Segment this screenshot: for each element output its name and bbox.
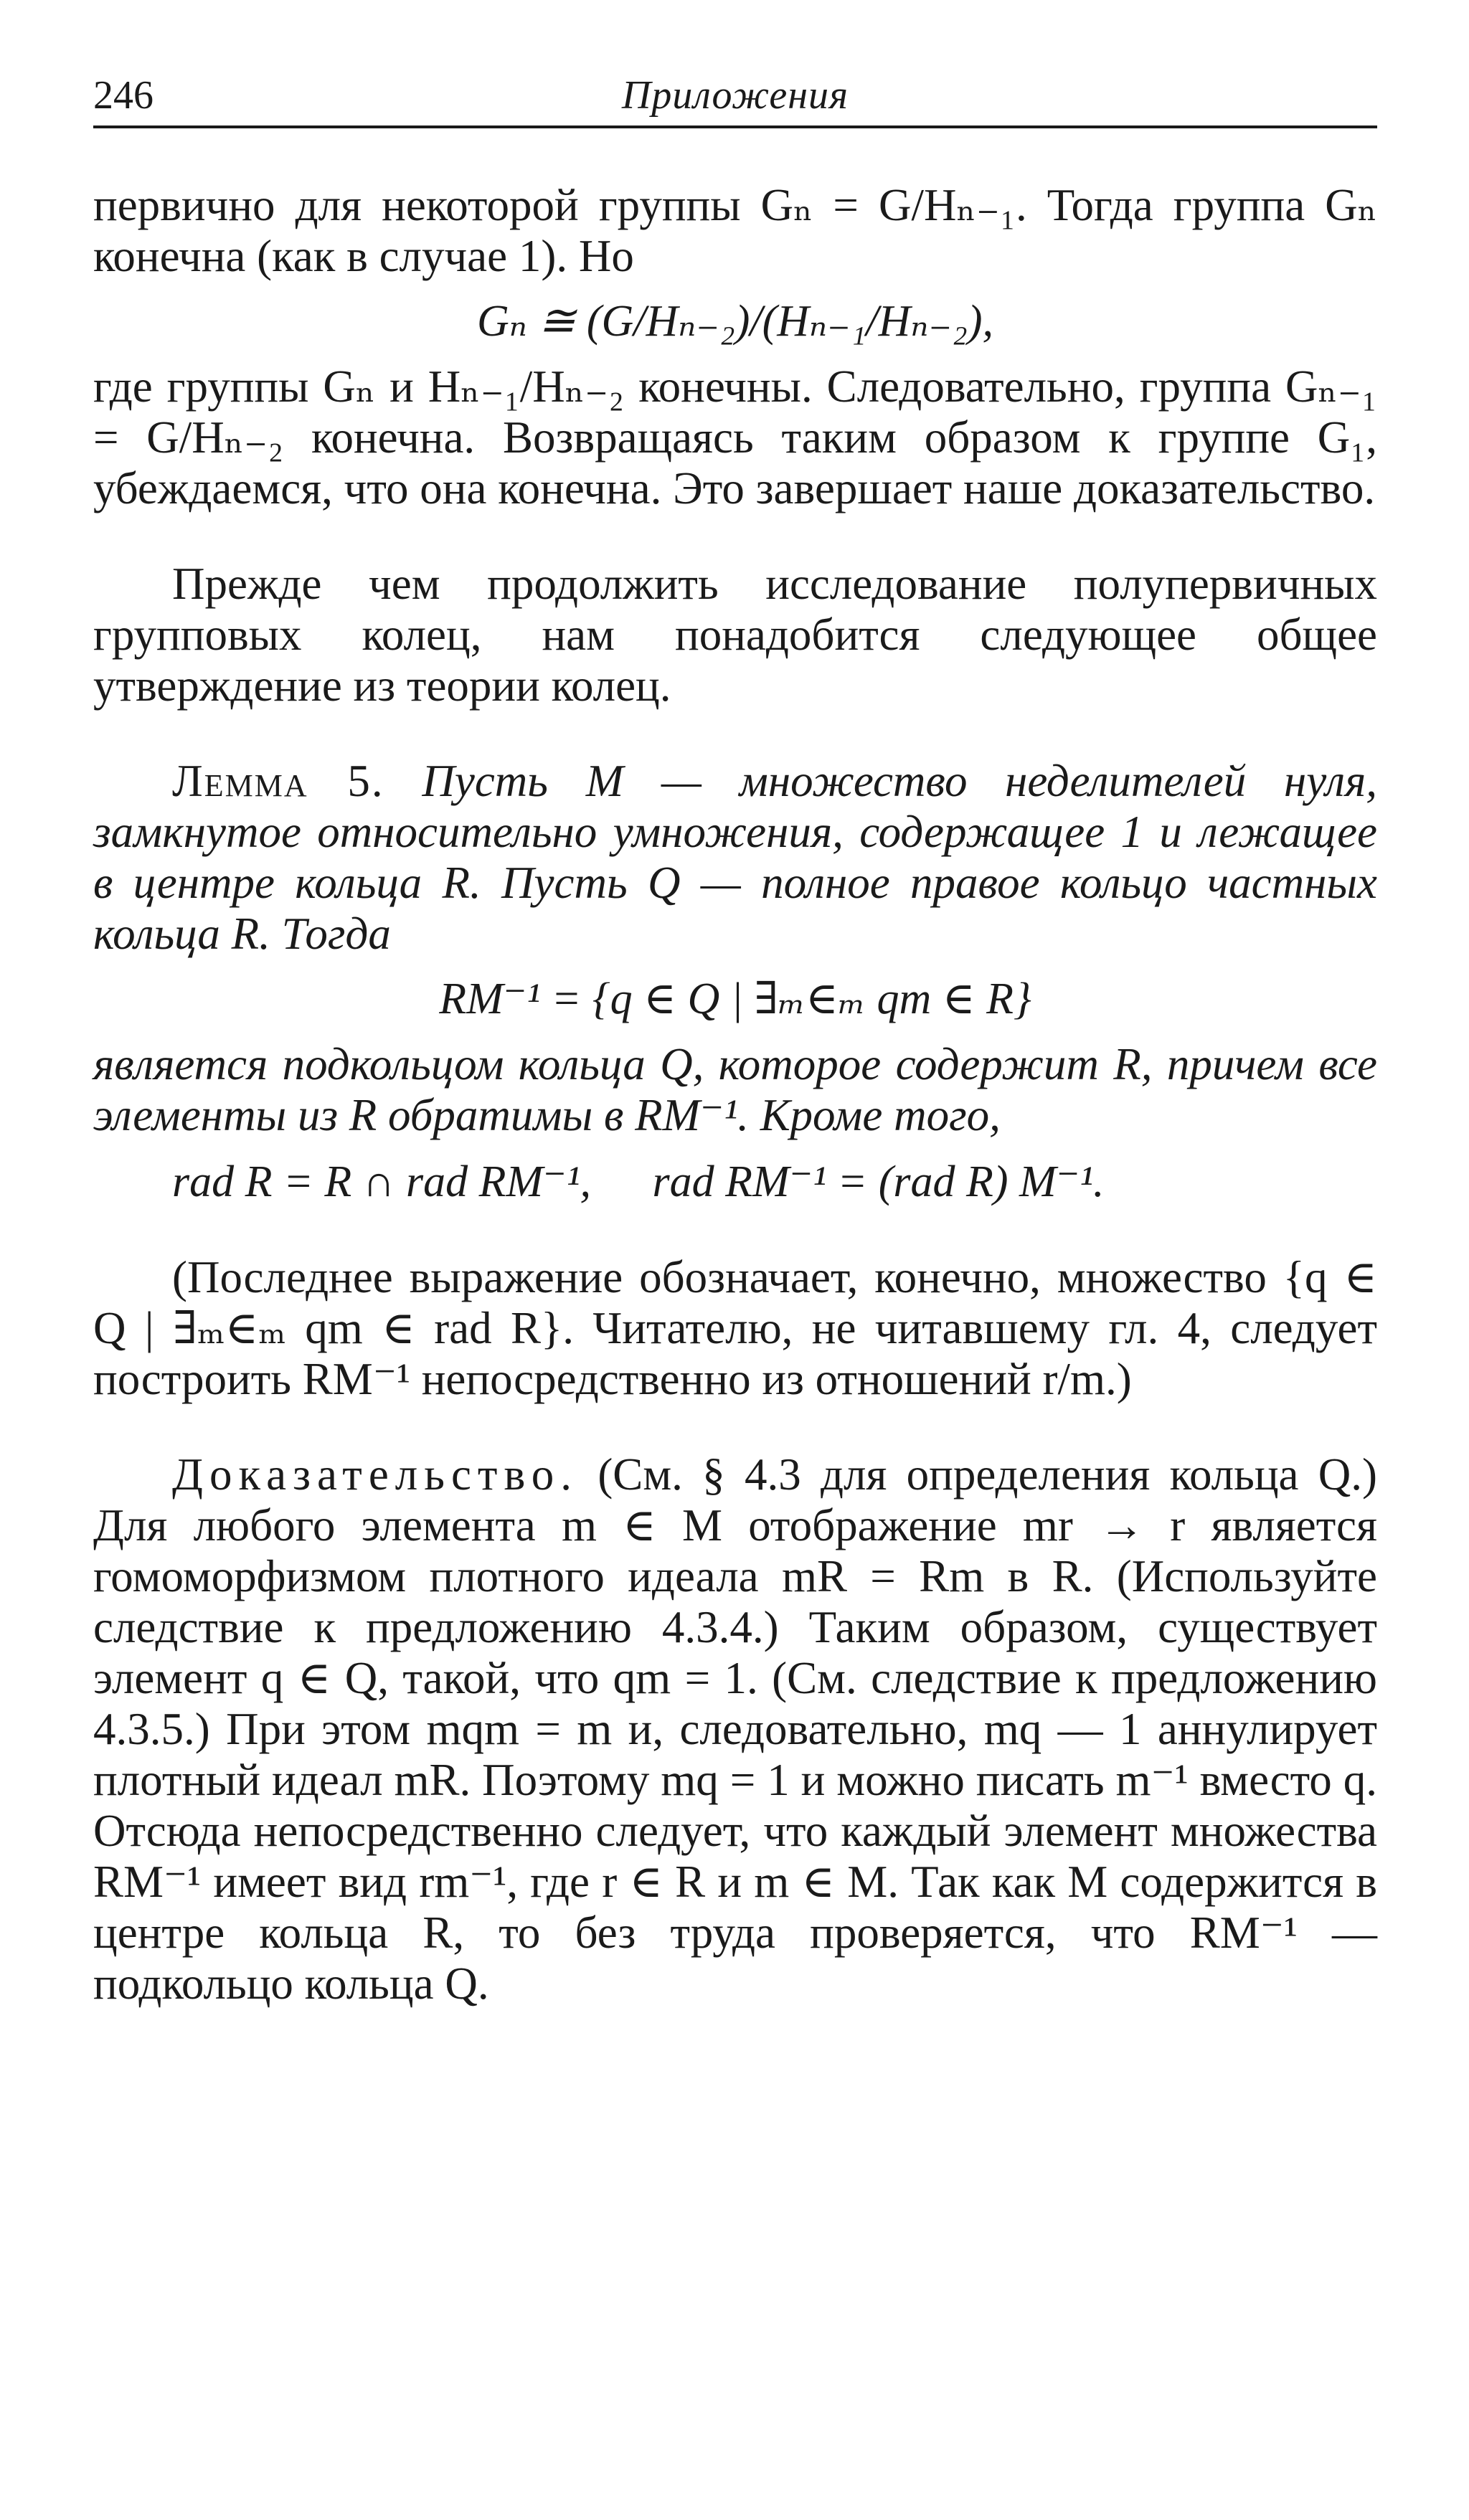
formula-radical [93, 1157, 1377, 1208]
formula-localization: RM⁻¹ = {q ∈ Q | ∃ₘ∈ₘ qm ∈ R} [439, 975, 1031, 1023]
page-number: 246 [93, 73, 153, 118]
lemma-statement [93, 756, 1377, 960]
lemma-continuation: является подкольцом кольца Q, которое содержит R, причем все элементы из R обратимы в RM⁻¹. Кроме того, [93, 1039, 1377, 1140]
page-header [93, 68, 1377, 128]
book-page [93, 68, 1377, 2009]
proof-paragraph [93, 1449, 1377, 2009]
formula-radical-second: rad RM⁻¹ = (rad R) M⁻¹. [652, 1157, 1105, 1206]
formula-radical-first: rad R = R ∩ rad RM⁻¹, [172, 1157, 591, 1206]
formula-isomorphism: Gₙ ≅ (G/Hₙ₋₂)/(Hₙ₋₁/Hₙ₋₂), [477, 297, 993, 346]
paragraph-conclusion: где группы Gₙ и Hₙ₋₁/Hₙ₋₂ конечны. Следовательно, группа Gₙ₋₁ = G/Hₙ₋₂ конечна. Возвращаясь таким образом к группе G₁, убеждаемся, что она конечна. Это завершает наше доказательство. [93, 361, 1377, 513]
proof-label: Доказательство. [172, 1449, 579, 1500]
paragraph-continuation: первично для некоторой группы Gₙ = G/Hₙ₋₁. Тогда группа Gₙ конечна (как в случае 1). Но [93, 180, 1377, 281]
proof-text: (См. § 4.3 для определения кольца Q.) Для любого элемента m ∈ M отображение mr → r является гомоморфизмом плотного идеала mR = Rm в R. (Используйте следствие к предложению 4.3.4.) Таким образом, существует элемент q ∈ Q, такой, что qm = 1. (См. следствие к предложению 4.3.5.) При этом mqm = m и, следовательно, mq — 1 аннулирует плотный идеал mR. Поэтому mq = 1 и можно писать m⁻¹ вместо q. Отсюда непосредственно следует, что каждый элемент множества RM⁻¹ имеет вид rm⁻¹, где r ∈ R и m ∈ M. Так как M содержится в центре кольца R, то без труда проверяется, что RM⁻¹ — подкольцо кольца Q. [93, 1449, 1377, 2009]
paragraph-transition: Прежде чем продолжить исследование полупервичных групповых колец, нам понадобится следующее общее утверждение из теории колец. [93, 559, 1377, 711]
running-title: Приложения [621, 73, 849, 118]
lemma-text: Пусть M — множество неделителей нуля, замкнутое относительно умножения, содержащее 1 и лежащее в центре кольца R. Пусть Q — полное правое кольцо частных кольца R. Тогда [93, 756, 1377, 959]
paragraph-remark: (Последнее выражение обозначает, конечно, множество {q ∈ Q | ∃ₘ∈ₘ qm ∈ rad R}. Читателю, не читавшему гл. 4, следует построить RM⁻¹ непосредственно из отношений r/m.) [93, 1252, 1377, 1404]
lemma-label: Лемма 5. [172, 756, 384, 806]
page-body [93, 180, 1377, 2009]
